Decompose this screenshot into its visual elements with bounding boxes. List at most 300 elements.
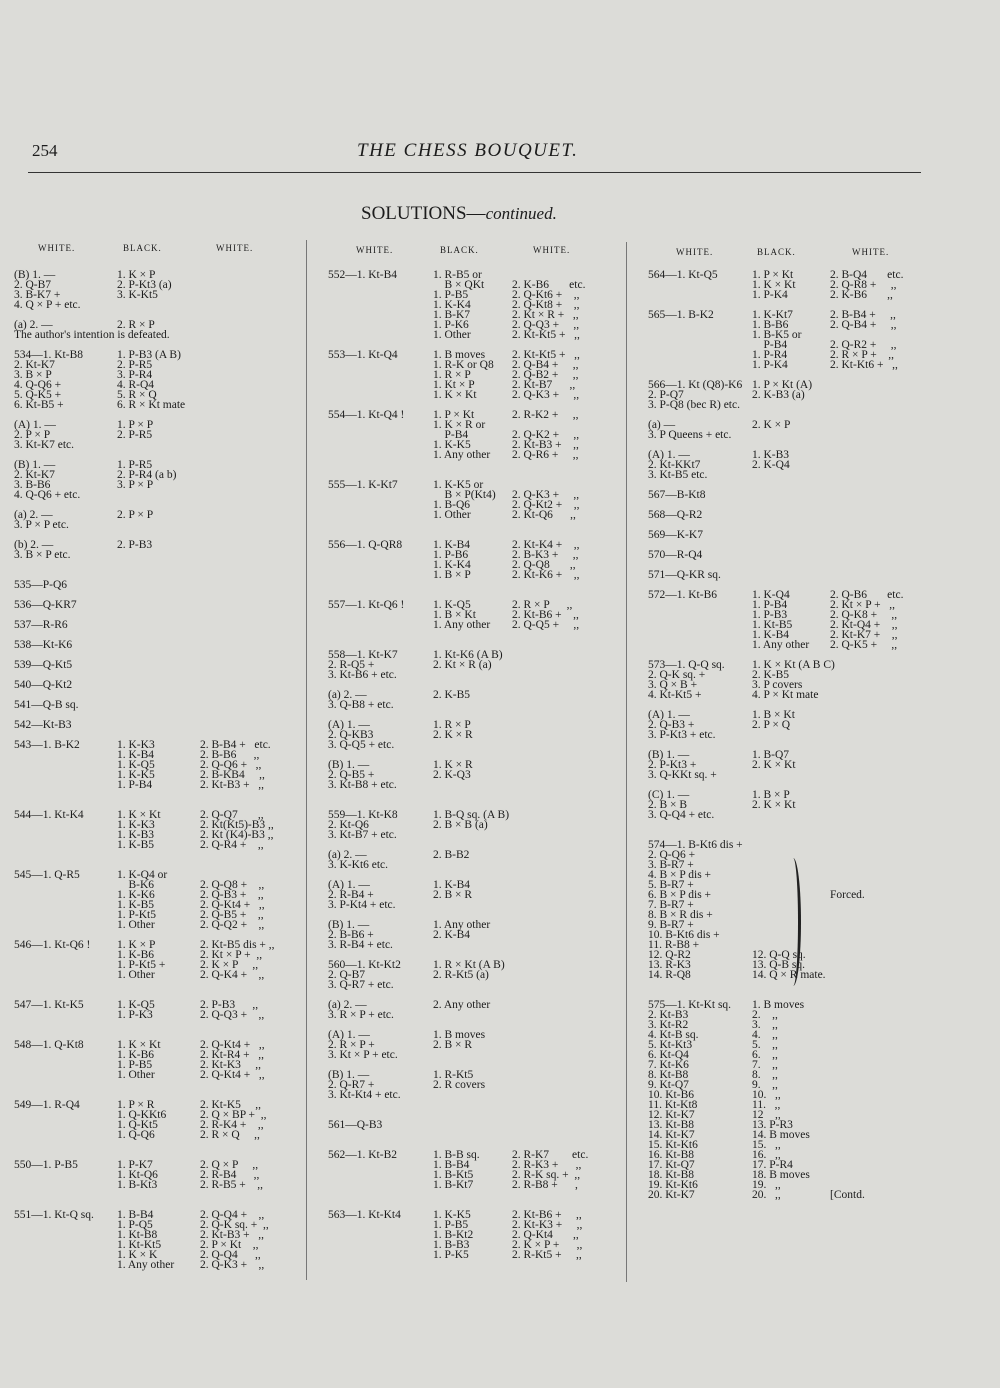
black-move: 1. Kt-Q6: [117, 1169, 158, 1181]
black-move: 1. P-K4: [752, 289, 788, 301]
black-move: 17. P-R4: [752, 1159, 793, 1171]
black-move: 4. P × Kt mate: [752, 689, 819, 701]
white-move: (B) 1. —: [328, 1069, 370, 1081]
black-move: 1. P-K6: [433, 319, 469, 331]
black-move: 2. P-R5: [117, 429, 153, 441]
black-move: 1. K × Kt (A B C): [752, 659, 835, 671]
black-move: 2. K-B5: [433, 689, 471, 701]
white-move: (B) 1. —: [648, 749, 690, 761]
black-move: 1. K-B4: [433, 539, 471, 551]
white-move: (a) 2. —: [14, 509, 53, 521]
white-reply: 2. Q-K3 + ,,: [512, 489, 580, 501]
white-reply: 2. Kt-K7 + ,,: [830, 629, 898, 641]
white-move: 554—1. Kt-Q4 !: [328, 409, 405, 421]
white-move: 536—Q-KR7: [14, 599, 77, 611]
black-move: 1. Any other: [117, 1259, 175, 1271]
black-move: 18. B moves: [752, 1169, 810, 1181]
black-move: 1. P-B5: [433, 1219, 469, 1231]
white-reply: 2. Kt-K5 ,,: [200, 1099, 262, 1111]
black-move: 1. B moves: [433, 1029, 486, 1041]
black-move: 1. B-K5 or: [752, 329, 802, 341]
black-move: 2. K-Q3: [433, 769, 471, 781]
white-move: 2. R × P +: [328, 1039, 375, 1051]
solutions-column-2: [328, 270, 620, 1388]
white-move: (A) 1. —: [648, 449, 690, 461]
white-reply: 2. Q-K8 + ,,: [830, 609, 898, 621]
white-reply: 2. Q-R2 + ,,: [830, 339, 897, 351]
col1-head-black: BLACK.: [123, 243, 162, 253]
black-move: 1. P-R5: [117, 459, 153, 471]
black-move: 1. B × P: [752, 789, 790, 801]
white-move: 3. P-Q8 (bec R) etc.: [648, 399, 740, 411]
white-reply: 2. B-K3 + ,,: [512, 549, 579, 561]
white-reply: 2. Q-Kt4 + ,,: [200, 1069, 265, 1081]
black-move: 1. B-Q7: [752, 749, 790, 761]
white-reply: 2. Kt-B3 + ,,: [512, 439, 579, 451]
black-move: 2. K × Kt: [752, 759, 796, 771]
white-move: 545—1. Q-R5: [14, 869, 80, 881]
col1-head-white2: WHITE.: [216, 243, 254, 253]
white-move: 535—P-Q6: [14, 579, 68, 591]
white-move: 2. Q-KB3: [328, 729, 374, 741]
white-move: 566—1. Kt (Q8)-K6: [648, 379, 743, 391]
white-move: 3. P-Kt4 + etc.: [328, 899, 396, 911]
white-move: 12. Kt-K7: [648, 1109, 695, 1121]
black-move: 1. Kt × P: [433, 379, 475, 391]
white-reply: 2. Q-K3 + ,,: [200, 1259, 265, 1271]
black-move: 1. Any other: [433, 919, 491, 931]
white-move: 2. R-B4 +: [328, 889, 374, 901]
white-reply: 2. Q-Q6 + ,,: [200, 759, 262, 771]
black-move: 2. B × B (a): [433, 819, 488, 831]
white-move: (A) 1. —: [648, 709, 690, 721]
white-move: 4. Q-Q6 +: [14, 379, 62, 391]
black-move: 2. K × R: [433, 729, 473, 741]
white-move: (b) 2. —: [14, 539, 54, 551]
white-move: (C) 1. —: [648, 789, 690, 801]
black-move: 1. K-B6: [117, 949, 155, 961]
black-move: 1. P × Kt: [752, 269, 794, 281]
white-move: 2. Q-B5 +: [328, 769, 375, 781]
white-reply: 2. Kt-Q6 ,,: [512, 509, 576, 521]
white-move: 559—1. Kt-K8: [328, 809, 398, 821]
white-move: 19. Kt-Kt6: [648, 1179, 698, 1191]
white-move: 563—1. Kt-Kt4: [328, 1209, 401, 1221]
black-move: 1. P-B6: [433, 549, 469, 561]
black-move: 1. B-B4: [433, 1159, 470, 1171]
black-move: 3. ,,: [752, 1019, 778, 1031]
black-move: 1. P × R: [117, 1099, 155, 1111]
white-reply: 2. Kt × P + ,,: [200, 949, 263, 961]
white-reply: 2. Kt-R4 + ,,: [200, 1049, 264, 1061]
black-move: 2. ,,: [752, 1009, 778, 1021]
black-move: 1. P-K7: [117, 1159, 153, 1171]
white-move: (A) 1. —: [328, 719, 370, 731]
black-move: 1. B × Kt: [433, 609, 476, 621]
white-reply: 2. Kt-Kt6 + ,,: [830, 359, 898, 371]
white-reply: 2. Q-Kt4 ,,: [512, 1229, 579, 1241]
white-move: 3. P × P etc.: [14, 519, 69, 531]
white-reply: 2. B-B4 + etc.: [200, 739, 271, 751]
black-move: 1. P-K5: [433, 1249, 469, 1261]
white-reply: 2. B-Q4 etc.: [830, 269, 904, 281]
white-reply: 2. Q-B2 + ,,: [512, 369, 579, 381]
white-move: 543—1. B-K2: [14, 739, 80, 751]
white-move: (a) —: [648, 419, 676, 431]
white-reply: 2. K-B6 ,,: [830, 289, 893, 301]
black-move: 15. ,,: [752, 1139, 781, 1151]
black-move: 2. K × Kt: [752, 799, 796, 811]
white-move: 551—1. Kt-Q sq.: [14, 1209, 94, 1221]
white-reply: 2. Kt-Kt5 + ,,: [512, 329, 580, 341]
white-reply: 2. Kt-B7 ,,: [512, 379, 576, 391]
white-move: 556—1. Q-QR8: [328, 539, 403, 551]
black-move: 2. B-B2: [433, 849, 470, 861]
black-move: 1. P-Kt5 +: [117, 959, 166, 971]
black-move: 1. K-B4: [433, 879, 471, 891]
black-move: 1. P × Kt: [433, 409, 475, 421]
white-move: 571—Q-KR sq.: [648, 569, 721, 581]
white-reply: 2. B-KB4 ,,: [200, 769, 265, 781]
black-move: 1. Kt-Kt5: [117, 1239, 162, 1251]
black-move: 7. ,,: [752, 1059, 778, 1071]
white-move: 3. Kt-B7 + etc.: [328, 829, 397, 841]
black-move: 1. B-Kt5: [433, 1169, 474, 1181]
white-reply: 2. Kt-B6 + ,,: [512, 609, 579, 621]
black-move: 1. R-Kt5: [433, 1069, 474, 1081]
black-move: 1. K-Q5: [117, 759, 155, 771]
white-move: 18. Kt-B8: [648, 1169, 694, 1181]
black-move: 2. R covers: [433, 1079, 486, 1091]
black-move: 3. P-R4: [117, 369, 153, 381]
white-reply: 2. Q-B5 + ,,: [200, 909, 264, 921]
black-move: 4. ,,: [752, 1029, 778, 1041]
white-reply: 2. R-B4 ,,: [200, 1169, 260, 1181]
white-move: The author's intention is defeated.: [14, 329, 170, 341]
white-move: 6. Kt-B5 +: [14, 399, 64, 411]
black-move: 2. K × P: [752, 419, 791, 431]
white-reply: Forced.: [830, 889, 865, 901]
white-move: 3. P-Kt3 + etc.: [648, 729, 716, 741]
white-reply: 2. Q-Kt4 + ,,: [200, 899, 265, 911]
white-move: 557—1. Kt-Q6 !: [328, 599, 405, 611]
white-move: 14. Kt-K7: [648, 1129, 695, 1141]
black-move: 1. K-K3: [117, 819, 155, 831]
black-move: 1. P × Kt (A): [752, 379, 813, 391]
black-move: B-K6: [117, 879, 155, 891]
white-move: 5. B-R7 +: [648, 879, 694, 891]
col1-head-white: WHITE.: [38, 243, 76, 253]
white-reply: 2. R-K7 etc.: [512, 1149, 589, 1161]
white-move: 3. B-K7 +: [14, 289, 61, 301]
white-move: 15. Kt-Kt6: [648, 1139, 698, 1151]
white-reply: 2. Q-K3 + ,,: [512, 389, 580, 401]
white-move: 541—Q-B sq.: [14, 699, 79, 711]
black-move: 11. ,,: [752, 1099, 781, 1111]
white-move: 3. Q-Q4 + etc.: [648, 809, 715, 821]
white-move: 570—R-Q4: [648, 549, 703, 561]
black-move: 3. K-Kt5: [117, 289, 158, 301]
col2-head-black: BLACK.: [440, 245, 479, 255]
white-move: 550—1. P-B5: [14, 1159, 78, 1171]
black-move: 1. P-B4: [117, 779, 153, 791]
white-reply: 2. Kt-B3 + ,,: [200, 1229, 264, 1241]
white-move: 11. Kt-Kt8: [648, 1099, 698, 1111]
white-move: 538—Kt-K6: [14, 639, 73, 651]
black-move: 1. B-Q sq. (A B): [433, 809, 510, 821]
white-move: 13. Kt-B8: [648, 1119, 694, 1131]
white-move: 3. B-B6: [14, 479, 51, 491]
white-reply: 2. R-B5 + ,,: [200, 1179, 264, 1191]
white-reply: 2. Q-Q8 + ,,: [200, 879, 265, 891]
white-move: 560—1. Kt-Kt2: [328, 959, 401, 971]
white-reply: 2. Q-K2 + ,,: [512, 429, 580, 441]
black-move: 14. Q × R mate.: [752, 969, 826, 981]
white-move: 558—1. Kt-K7: [328, 649, 398, 661]
black-move: 8. ,,: [752, 1069, 778, 1081]
white-move: 3. R × P + etc.: [328, 1009, 394, 1021]
white-move: (a) 2. —: [328, 999, 367, 1011]
black-move: 5. R × Q: [117, 389, 157, 401]
black-move: 1. P-Kt5: [117, 909, 156, 921]
white-reply: 2. R-K2 + ,,: [512, 409, 579, 421]
black-move: 1. K × R: [433, 759, 473, 771]
black-move: 1. Kt-K6 (A B): [433, 649, 503, 661]
white-move: 2. Kt-K7: [14, 359, 55, 371]
white-move: (B) 1. —: [328, 759, 370, 771]
white-move: 552—1. Kt-B4: [328, 269, 397, 281]
white-move: 8. Kt-B8: [648, 1069, 689, 1081]
black-move: 2. R × P: [117, 319, 155, 331]
black-move: 1. K-B6: [117, 1049, 155, 1061]
white-reply: 2. K-B6 etc.: [512, 279, 586, 291]
black-move: 2. B × R: [433, 1039, 473, 1051]
black-move: 1. P-B5: [433, 289, 469, 301]
white-move: 5. Q-K5 +: [14, 389, 62, 401]
white-reply: 2. Q-Q8 ,,: [512, 559, 576, 571]
black-move: 19. ,,: [752, 1179, 781, 1191]
black-move: 1. Other: [117, 919, 155, 931]
header-rule: [28, 172, 921, 173]
black-move: 1. Any other: [752, 639, 810, 651]
white-move: 555—1. K-Kt7: [328, 479, 398, 491]
black-move: 1. Other: [433, 329, 471, 341]
black-move: 1. K-B5: [117, 899, 155, 911]
white-reply: 2. Kt-K3 + ,,: [512, 1219, 583, 1231]
black-move: 1. P-B3: [752, 609, 788, 621]
white-move: 3. B × P etc.: [14, 549, 71, 561]
black-move: 1. K-K5: [433, 1209, 471, 1221]
white-move: 3. Kt-B6 + etc.: [328, 669, 397, 681]
white-move: 3. Kt-K7 etc.: [14, 439, 75, 451]
black-move: 1. Q-KKt6: [117, 1109, 167, 1121]
white-reply: 2. Kt-K3 ,,: [200, 1059, 262, 1071]
white-move: 567—B-Kt8: [648, 489, 706, 501]
white-move: 3. Q × B +: [648, 679, 698, 691]
black-move: 1. R-K or Q8: [433, 359, 494, 371]
white-move: (B) 1. —: [14, 459, 56, 471]
black-move: 1. Q-Q6: [117, 1129, 155, 1141]
white-reply: 2. Kt-K4 + ,,: [512, 539, 580, 551]
white-move: 537—R-R6: [14, 619, 68, 631]
white-move: 9. B-R7 +: [648, 919, 694, 931]
black-move: 1. B-Q6: [433, 499, 471, 511]
white-move: 553—1. Kt-Q4: [328, 349, 398, 361]
white-move: 2. Kt-Q6: [328, 819, 369, 831]
black-move: P-B4: [752, 339, 788, 351]
white-reply: 2. P-B3 ,,: [200, 999, 259, 1011]
black-move: 2. P-Kt3 (a): [117, 279, 172, 291]
black-move: 1. B-B4: [117, 1209, 154, 1221]
white-reply: 2. R-Kt5 + ,,: [512, 1249, 582, 1261]
black-move: 1. K × P: [117, 269, 156, 281]
white-reply: 2. R-K4 + ,,: [200, 1119, 264, 1131]
white-reply: 2. Q-Q3 + ,,: [512, 319, 580, 331]
black-move: 1. P-B4: [752, 599, 788, 611]
black-move: 1. K-Q5: [117, 999, 155, 1011]
white-move: 8. B × R dis +: [648, 909, 713, 921]
white-reply: 2. B-B6 ,,: [200, 749, 260, 761]
white-move: 4. B × P dis +: [648, 869, 712, 881]
white-move: 2. Kt-KKt7: [648, 459, 701, 471]
black-move: 3. P × P: [117, 479, 154, 491]
white-reply: 2. Kt × R + ,,: [512, 309, 579, 321]
black-move: 1. P-K4: [752, 359, 788, 371]
white-reply: 2. B-B4 + ,,: [830, 309, 896, 321]
white-reply: 2. K × P ,,: [200, 959, 259, 971]
white-reply: 2. Q-Kt4 + ,,: [200, 1039, 265, 1051]
section-title-continued: continued.: [485, 204, 557, 223]
white-move: 13. R-K3: [648, 959, 691, 971]
black-move: 1. R × P: [433, 369, 471, 381]
white-move: 540—Q-Kt2: [14, 679, 73, 691]
white-reply: 2. Q-Q3 + ,,: [200, 1009, 265, 1021]
white-move: 3. B-R7 +: [648, 859, 694, 871]
white-move: 561—Q-B3: [328, 1119, 383, 1131]
black-move: 2. K-B3 (a): [752, 389, 805, 401]
black-move: 1. Other: [433, 509, 471, 521]
white-move: 573—1. Q-Q sq.: [648, 659, 725, 671]
white-move: 17. Kt-Q7: [648, 1159, 695, 1171]
white-move: 548—1. Q-Kt8: [14, 1039, 84, 1051]
black-move: 1. K × K: [117, 1249, 158, 1261]
black-move: 1. Kt-B5: [752, 619, 793, 631]
white-reply: 2. Kt-Q4 + ,,: [830, 619, 898, 631]
white-move: 4. Kt-Kt5 +: [648, 689, 702, 701]
white-move: 575—1. Kt-Kt sq.: [648, 999, 732, 1011]
white-move: 3. Q-R7 + etc.: [328, 979, 394, 991]
white-reply: 2. Q-K sq. + ,,: [200, 1219, 269, 1231]
white-move: 546—1. Kt-Q6 !: [14, 939, 91, 951]
white-move: 542—Kt-B3: [14, 719, 72, 731]
white-move: 2. Q-K sq. +: [648, 669, 706, 681]
white-reply: 2. R × P + ,,: [830, 349, 894, 361]
black-move: 2. K-B5: [752, 669, 790, 681]
white-move: 4. Q × P + etc.: [14, 299, 81, 311]
white-reply: 2. R-K sq. + ,,: [512, 1169, 581, 1181]
white-reply: 2. Q-Kt8 + ,,: [512, 299, 580, 311]
solutions-column-3: [648, 270, 928, 1388]
white-reply: 2. Kt (K4)-B3 ,,: [200, 829, 274, 841]
black-move: 9. ,,: [752, 1079, 778, 1091]
white-move: 2. B-B6 +: [328, 929, 374, 941]
section-title: [361, 204, 557, 223]
white-move: (A) 1. —: [14, 419, 56, 431]
white-move: 547—1. Kt-K5: [14, 999, 84, 1011]
white-move: 2. Q-B7: [14, 279, 52, 291]
white-move: 574—1. B-Kt6 dis +: [648, 839, 743, 851]
black-move: 1. K-B5: [117, 839, 155, 851]
white-reply: 2. Kt-Kt5 + ,,: [512, 349, 580, 361]
black-move: 1. P-B3 (A B): [117, 349, 181, 361]
white-move: 2. Q-B3 +: [648, 719, 695, 731]
white-reply: 2. Q-Kt2 + ,,: [512, 499, 580, 511]
black-move: 1. Any other: [433, 619, 491, 631]
black-move: 6. R × Kt mate: [117, 399, 186, 411]
black-move: 1. K-K6: [117, 889, 155, 901]
black-move: 2. Any other: [433, 999, 491, 1011]
black-move: 1. K-B4: [752, 629, 790, 641]
white-reply: 2. K × P + ,,: [512, 1239, 583, 1251]
black-move: 1. K-Q4 or: [117, 869, 168, 881]
black-move: 10. ,,: [752, 1089, 781, 1101]
page-number: 254: [32, 141, 58, 160]
white-reply: 2. Q × BP + ,,: [200, 1109, 267, 1121]
white-move: 534—1. Kt-B8: [14, 349, 83, 361]
black-move: 1. B-B3: [433, 1239, 470, 1251]
white-reply: 2. Q-R8 + ,,: [830, 279, 897, 291]
white-move: 2. Q-R7 +: [328, 1079, 375, 1091]
white-reply: 2. Q-R6 + ,,: [512, 449, 579, 461]
white-move: 3. Q-B8 + etc.: [328, 699, 394, 711]
black-move: 1. K × Kt: [117, 1039, 161, 1051]
white-reply: [Contd.: [830, 1189, 865, 1201]
black-move: 1. B-B6: [752, 319, 789, 331]
black-move: 1. B moves: [433, 349, 486, 361]
black-move: 1. K-B3: [752, 449, 790, 461]
black-move: 1. K-B3: [117, 829, 155, 841]
black-move: 1. B × P: [433, 569, 471, 581]
white-move: 3. P Queens + etc.: [648, 429, 732, 441]
white-reply: 2. Q-Kt6 + ,,: [512, 289, 580, 301]
white-move: (A) 1. —: [328, 1029, 370, 1041]
black-move: 12 ,,: [752, 1109, 781, 1121]
white-move: 6. B × P dis +: [648, 889, 712, 901]
white-reply: 2. Q-B4 + ,,: [830, 319, 897, 331]
black-move: 1. P-K3: [117, 1009, 153, 1021]
black-move: 1. K-K5: [433, 439, 471, 451]
black-move: 1. B-B sq.: [433, 1149, 480, 1161]
white-move: 2. Kt-K7: [14, 469, 55, 481]
black-move: 1. Other: [117, 1069, 155, 1081]
white-move: 11. R-B8 +: [648, 939, 700, 951]
black-move: 1. Q-Kt5: [117, 1119, 158, 1131]
white-move: 539—Q-Kt5: [14, 659, 73, 671]
black-move: 1. K × R or: [433, 419, 486, 431]
black-move: 1. K-K5 or: [433, 479, 484, 491]
black-move: 1. B moves: [752, 999, 805, 1011]
white-move: (B) 1. —: [14, 269, 56, 281]
black-move: 3. P covers: [752, 679, 803, 691]
solutions-column-1: [14, 270, 300, 1388]
black-move: 2. B × R: [433, 889, 473, 901]
black-move: 1. K-K5: [117, 769, 155, 781]
black-move: 1. B-Kt7: [433, 1179, 474, 1191]
white-reply: 2. P × Kt ,,: [200, 1239, 259, 1251]
black-move: 1. K-Q5: [433, 599, 471, 611]
white-reply: 2. Kt-B6 + ,,: [512, 1209, 582, 1221]
white-move: 14. R-Q8: [648, 969, 691, 981]
